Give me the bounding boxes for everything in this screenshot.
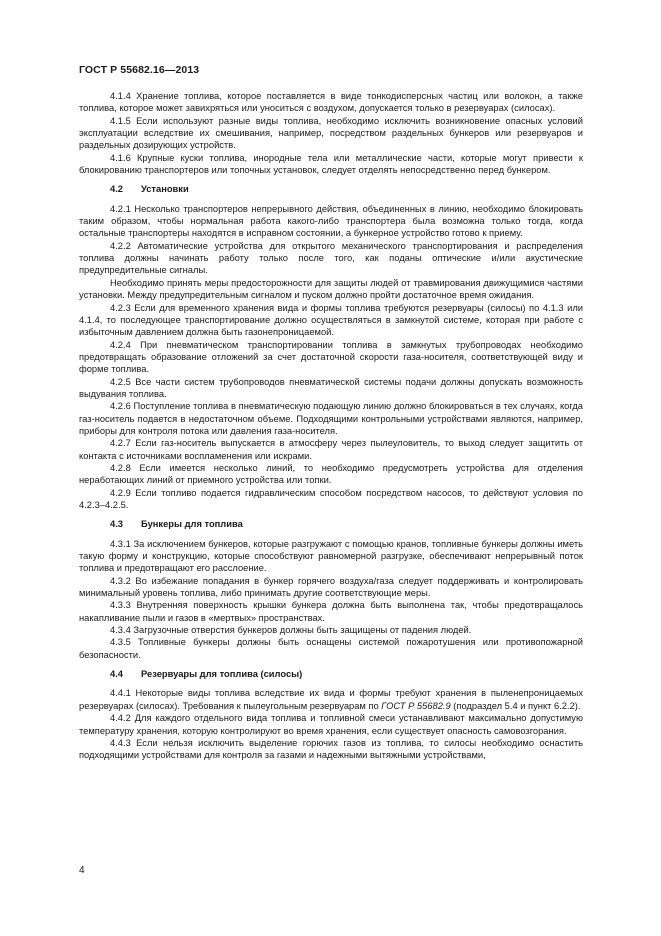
clause-4-2-4: 4.2.4 При пневматическом транспортировании топлива в замкнутых трубопроводах необходимо предотвращать образование отложений за счет достаточной скорости газа-носителя, соответствующей виду и форме топлива. [79,339,583,375]
document-body [79,90,583,762]
clause-4-2-3: 4.2.3 Если для временного хранения вида и формы топлива требуются резервуары (силосы) по 4.1.3 или 4.1.4, то последующее транспортирование должно осуществляться в замкнутой системе, которая при работе с избыточным давлением должна быть газонепроницаемой. [79,302,583,338]
clause-4-3-2: 4.3.2 Во избежание попадания в бункер горячего воздуха/газа следует поддерживать и контролировать минимальный уровень топлива, либо принимать другие соответствующие меры. [79,575,583,599]
section-heading-4-3 [79,518,583,530]
clause-text: (подраздел 5.4 и пункт 6.2.2). [450,700,581,711]
clause-4-4-1 [79,687,583,712]
section-heading-4-4 [79,668,583,680]
clause-4-1-6: 4.1.6 Крупные куски топлива, инородные тела или металлические части, которые могут привести к блокированию транспортеров или топочных установок, следует отделять непосредственно перед бункером. [79,152,583,176]
clause-4-2-8: 4.2.8 Если имеется несколько линий, то необходимо предусмотреть устройства для отделения неработающих линий от приемного устройства или топки. [79,462,583,486]
clause-4-2-6: 4.2.6 Поступление топлива в пневматическую подающую линию должно блокироваться в тех случаях, когда газ-носитель подается в недостаточном объеме. Подходящими контрольными устройствами являются, например, приборы для контроля потока или давления газа-носителя. [79,401,583,436]
clause-4-3-5: 4.3.5 Топливные бункеры должны быть оснащены системой пожаротушения или противопожарной безопасности. [79,637,583,660]
section-number: 4.4 [110,669,123,680]
section-number: 4.2 [110,184,123,195]
document-header: ГОСТ Р 55682.16—2013 [79,64,200,76]
clause-4-2-2-continued: Необходимо принять меры предосторожности для защиты людей от травмирования движущимися частями установки. Между предупредительным сигналом и пуском должно пройти достаточное время ожидания. [79,277,583,301]
clause-4-4-3: 4.4.3 Если нельзя исключить выделение горючих газов из топлива, то силосы необходимо оснастить подходящими устройствами для контроля за газами и надежными вытяжными устройствами, [79,737,583,761]
clause-4-3-4: 4.3.4 Загрузочные отверстия бункеров должны быть защищены от падения людей. [110,625,472,636]
section-title: Резервуары для топлива (силосы) [141,669,303,680]
clause-4-2-9: 4.2.9 Если топливо подается гидравлическим способом посредством насосов, то действуют условия по 4.2.3–4.2.5. [79,487,583,510]
clause-4-1-4: 4.1.4 Хранение топлива, которое поставляется в виде тонкодисперсных частиц или волокон, а также топлива, которое может завихряться или уноситься с воздухом, допускается только в резервуарах (силосах). [79,91,583,114]
clause-4-2-2: 4.2.2 Автоматические устройства для открытого механического транспортирования и распределения топлива должны начинать работу только после того, как поданы оптические и/или акустические предупредительные сигналы. [79,240,583,276]
clause-text: 4.4.1 Некоторые виды топлива вследствие их вида и формы требуют хранения в пыленепроницаемых резервуарах (силосах). Требования к пылеугольным резервуарам по [79,688,583,711]
clause-4-3-1: 4.3.1 За исключением бункеров, которые разгружают с помощью кранов, топливные бункеры должны иметь такую форму и конструкцию, которые способствуют равномерной разгрузке, обеспечивают непрерывный поток топлива и предотвращают его расслоение. [79,538,583,574]
clause-4-1-5: 4.1.5 Если используют разные виды топлива, необходимо исключить возникновение опасных условий эксплуатации вследствие их смешивания, например, посредством раздельных бункеров или резервуаров и раздельных дозирующих устройств. [79,115,583,151]
standard-reference: ГОСТ Р 55682.9 [381,700,451,711]
section-title: Бункеры для топлива [141,519,243,530]
section-heading-4-2 [79,183,583,195]
clause-4-2-1: 4.2.1 Несколько транспортеров непрерывного действия, объединенных в линию, необходимо блокировать таким образом, чтобы нормальная работа какого-либо транспортера была возможна только тогда, когда остальные транспортеры находятся в исправном состоянии, а бункерное устройство готово к приему. [79,203,583,239]
clause-4-3-3: 4.3.3 Внутренняя поверхность крышки бункера должна быть выполнена так, чтобы предотвращалось накапливание пыли и газов в «мертвых» пространствах. [79,600,583,623]
clause-4-2-7: 4.2.7 Если газ-носитель выпускается в атмосферу через пылеуловитель, то выход следует защитить от контакта с источниками воспламенения или искрами. [79,438,583,461]
clause-4-4-2: 4.4.2 Для каждого отдельного вида топлива и топливной смеси устанавливают максимально допустимую температуру хранения, которую контролируют во время хранения, если существует опасность самовозгорания. [79,713,583,736]
section-title: Установки [141,184,189,195]
clause-4-2-5: 4.2.5 Все части систем трубопроводов пневматической системы подачи должны допускать возможность выдувания топлива. [79,376,583,399]
page-number: 4 [79,865,85,876]
section-number: 4.3 [110,519,123,530]
